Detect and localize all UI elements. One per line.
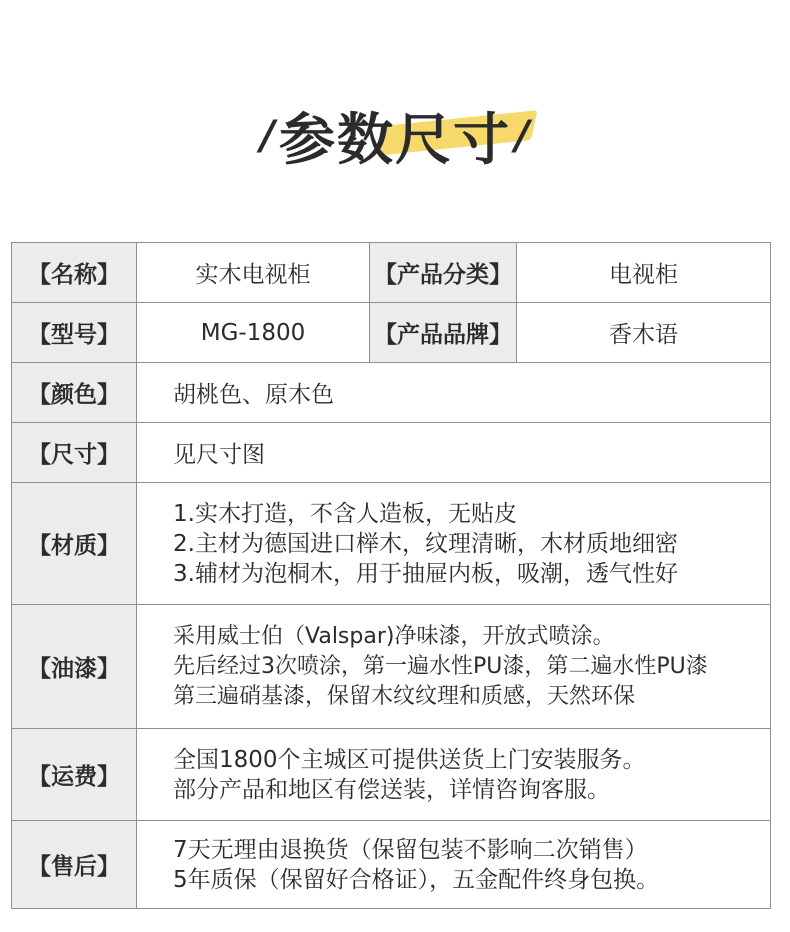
size-value: 见尺寸图: [137, 423, 771, 483]
aftersale-line-1: 7天无理由退换货（保留包装不影响二次销售）: [173, 836, 648, 863]
paint-value: [137, 605, 771, 729]
aftersale-line-2: 5年质保（保留好合格证），五金配件终身包换。: [173, 866, 660, 893]
table-row-material: [12, 483, 771, 605]
shipping-value: [137, 729, 771, 821]
category-value: 电视柜: [517, 243, 771, 303]
material-line-3: 3.辅材为泡桐木，用于抽屉内板，吸潮，透气性好: [173, 560, 678, 587]
color-value: 胡桃色、原木色: [137, 363, 771, 423]
title-slash-left: /: [260, 113, 275, 159]
aftersale-label: 【售后】: [12, 821, 137, 909]
model-value: MG-1800: [137, 303, 370, 363]
table-row-aftersale: [12, 821, 771, 909]
paint-line-1: 采用威士伯（Valspar)净味漆，开放式喷涂。: [173, 623, 615, 649]
material-line-2: 2.主材为德国进口榉木，纹理清晰，木材质地细密: [173, 530, 678, 557]
title-group: [260, 96, 529, 176]
aftersale-value: [137, 821, 771, 909]
material-value: [137, 483, 771, 605]
size-label: 【尺寸】: [12, 423, 137, 483]
name-value: 实木电视柜: [137, 243, 370, 303]
spec-table: [11, 242, 771, 909]
category-label: 【产品分类】: [370, 243, 517, 303]
page-title: 参数尺寸: [279, 108, 511, 173]
table-row-shipping: [12, 729, 771, 821]
title-slash-right: /: [515, 113, 530, 159]
table-row-paint: [12, 605, 771, 729]
paint-label: 【油漆】: [12, 605, 137, 729]
table-row-name: [12, 243, 771, 303]
brand-value: 香木语: [517, 303, 771, 363]
shipping-line-1: 全国1800个主城区可提供送货上门安装服务。: [173, 746, 646, 773]
section-title: [0, 96, 790, 176]
table-row-model: [12, 303, 771, 363]
color-label: 【颜色】: [12, 363, 137, 423]
table-row-size: [12, 423, 771, 483]
shipping-label: 【运费】: [12, 729, 137, 821]
paint-line-2: 先后经过3次喷涂，第一遍水性PU漆，第二遍水性PU漆: [173, 653, 708, 679]
brand-label: 【产品品牌】: [370, 303, 517, 363]
table-row-color: [12, 363, 771, 423]
material-line-1: 1.实木打造，不含人造板，无贴皮: [173, 500, 517, 527]
shipping-line-2: 部分产品和地区有偿送装，详情咨询客服。: [173, 776, 610, 803]
name-label: 【名称】: [12, 243, 137, 303]
paint-line-3: 第三遍硝基漆，保留木纹纹理和质感，天然环保: [173, 683, 636, 709]
model-label: 【型号】: [12, 303, 137, 363]
material-label: 【材质】: [12, 483, 137, 605]
